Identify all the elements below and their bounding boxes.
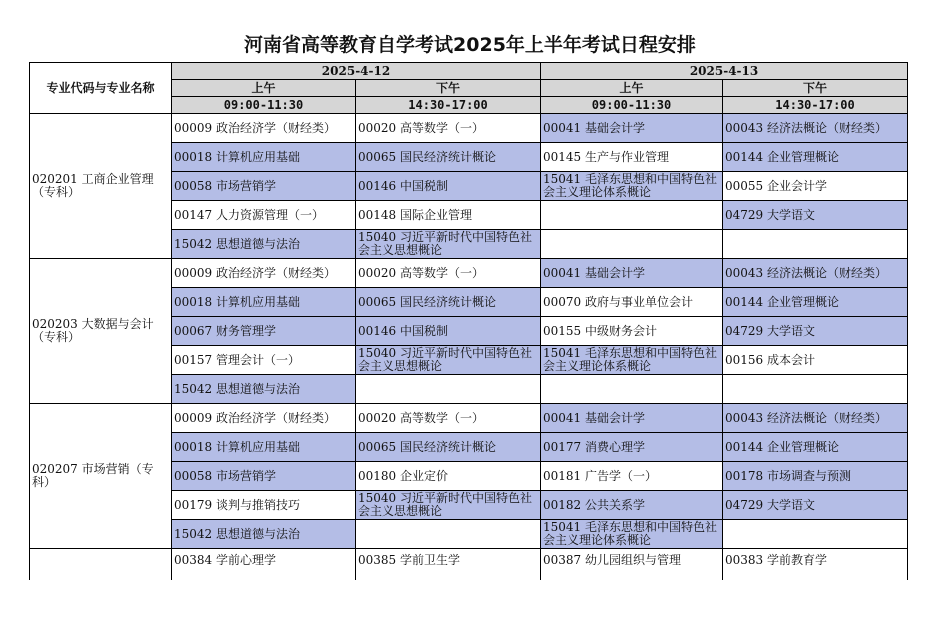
time-header: 09:00-11:30 bbox=[541, 97, 723, 114]
course-cell: 00041 基础会计学 bbox=[541, 259, 723, 288]
course-cell: 00146 中国税制 bbox=[356, 172, 541, 201]
session-header: 上午 bbox=[172, 80, 356, 97]
session-header: 上午 bbox=[541, 80, 723, 97]
course-cell bbox=[723, 520, 908, 549]
course-cell bbox=[541, 375, 723, 404]
course-cell: 00177 消费心理学 bbox=[541, 433, 723, 462]
course-cell: 00065 国民经济统计概论 bbox=[356, 433, 541, 462]
course-cell: 00058 市场营销学 bbox=[172, 462, 356, 491]
course-cell: 00144 企业管理概论 bbox=[723, 433, 908, 462]
date-header-1: 2025-4-12 bbox=[172, 63, 541, 80]
course-cell: 15040 习近平新时代中国特色社会主义思想概论 bbox=[356, 491, 541, 520]
course-cell: 00065 国民经济统计概论 bbox=[356, 288, 541, 317]
course-cell: 00009 政治经济学（财经类） bbox=[172, 114, 356, 143]
course-cell: 00384 学前心理学 bbox=[172, 549, 356, 581]
date-header-2: 2025-4-13 bbox=[541, 63, 908, 80]
course-cell: 00144 企业管理概论 bbox=[723, 143, 908, 172]
time-header: 09:00-11:30 bbox=[172, 97, 356, 114]
course-cell bbox=[356, 520, 541, 549]
course-cell: 00178 市场调查与预测 bbox=[723, 462, 908, 491]
course-cell: 00041 基础会计学 bbox=[541, 404, 723, 433]
header-row-dates bbox=[30, 63, 908, 80]
course-cell: 15040 习近平新时代中国特色社会主义思想概论 bbox=[356, 346, 541, 375]
course-cell: 00065 国民经济统计概论 bbox=[356, 143, 541, 172]
course-cell: 00067 财务管理学 bbox=[172, 317, 356, 346]
course-cell: 00020 高等数学（一） bbox=[356, 259, 541, 288]
course-cell: 04729 大学语文 bbox=[723, 201, 908, 230]
course-cell bbox=[723, 230, 908, 259]
course-cell: 00146 中国税制 bbox=[356, 317, 541, 346]
table-row bbox=[30, 259, 908, 288]
course-cell: 00182 公共关系学 bbox=[541, 491, 723, 520]
course-cell: 00156 成本会计 bbox=[723, 346, 908, 375]
course-cell: 00018 计算机应用基础 bbox=[172, 143, 356, 172]
course-cell: 15042 思想道德与法治 bbox=[172, 375, 356, 404]
course-cell bbox=[541, 230, 723, 259]
course-cell: 00009 政治经济学（财经类） bbox=[172, 404, 356, 433]
time-header: 14:30-17:00 bbox=[723, 97, 908, 114]
exam-schedule-table bbox=[29, 62, 908, 580]
session-header: 下午 bbox=[356, 80, 541, 97]
course-cell: 15040 习近平新时代中国特色社会主义思想概论 bbox=[356, 230, 541, 259]
course-cell bbox=[356, 375, 541, 404]
course-cell: 00155 中级财务会计 bbox=[541, 317, 723, 346]
course-cell: 15041 毛泽东思想和中国特色社会主义理论体系概论 bbox=[541, 172, 723, 201]
course-cell: 00009 政治经济学（财经类） bbox=[172, 259, 356, 288]
course-cell: 00043 经济法概论（财经类） bbox=[723, 259, 908, 288]
course-cell: 00147 人力资源管理（一） bbox=[172, 201, 356, 230]
course-cell: 00020 高等数学（一） bbox=[356, 404, 541, 433]
course-cell: 00070 政府与事业单位会计 bbox=[541, 288, 723, 317]
course-cell: 00179 谈判与推销技巧 bbox=[172, 491, 356, 520]
course-cell: 00387 幼儿园组织与管理 bbox=[541, 549, 723, 581]
course-cell: 00043 经济法概论（财经类） bbox=[723, 114, 908, 143]
course-cell: 00157 管理会计（一） bbox=[172, 346, 356, 375]
course-cell: 15041 毛泽东思想和中国特色社会主义理论体系概论 bbox=[541, 520, 723, 549]
course-cell: 15042 思想道德与法治 bbox=[172, 230, 356, 259]
table-row bbox=[30, 114, 908, 143]
major-name-cell: 020207 市场营销（专科） bbox=[30, 404, 172, 549]
course-cell: 04729 大学语文 bbox=[723, 317, 908, 346]
major-name-cell: 020203 大数据与会计（专科） bbox=[30, 259, 172, 404]
course-cell: 00043 经济法概论（财经类） bbox=[723, 404, 908, 433]
table-row bbox=[30, 549, 908, 581]
course-cell: 00385 学前卫生学 bbox=[356, 549, 541, 581]
major-column-header: 专业代码与专业名称 bbox=[30, 63, 172, 114]
course-cell bbox=[541, 201, 723, 230]
course-cell: 00018 计算机应用基础 bbox=[172, 433, 356, 462]
course-cell: 00383 学前教育学 bbox=[723, 549, 908, 581]
session-header: 下午 bbox=[723, 80, 908, 97]
course-cell: 00041 基础会计学 bbox=[541, 114, 723, 143]
page-title: 河南省高等教育自学考试2025年上半年考试日程安排 bbox=[244, 34, 696, 56]
course-cell: 00181 广告学（一） bbox=[541, 462, 723, 491]
course-cell: 04729 大学语文 bbox=[723, 491, 908, 520]
course-cell: 00180 企业定价 bbox=[356, 462, 541, 491]
table-row bbox=[30, 404, 908, 433]
course-cell: 00058 市场营销学 bbox=[172, 172, 356, 201]
major-name-cell: 020201 工商企业管理（专科） bbox=[30, 114, 172, 259]
course-cell: 00020 高等数学（一） bbox=[356, 114, 541, 143]
course-cell: 00055 企业会计学 bbox=[723, 172, 908, 201]
course-cell: 15042 思想道德与法治 bbox=[172, 520, 356, 549]
course-cell: 00145 生产与作业管理 bbox=[541, 143, 723, 172]
course-cell: 15041 毛泽东思想和中国特色社会主义理论体系概论 bbox=[541, 346, 723, 375]
major-name-cell bbox=[30, 549, 172, 581]
course-cell: 00148 国际企业管理 bbox=[356, 201, 541, 230]
course-cell: 00018 计算机应用基础 bbox=[172, 288, 356, 317]
course-cell bbox=[723, 375, 908, 404]
time-header: 14:30-17:00 bbox=[356, 97, 541, 114]
course-cell: 00144 企业管理概论 bbox=[723, 288, 908, 317]
